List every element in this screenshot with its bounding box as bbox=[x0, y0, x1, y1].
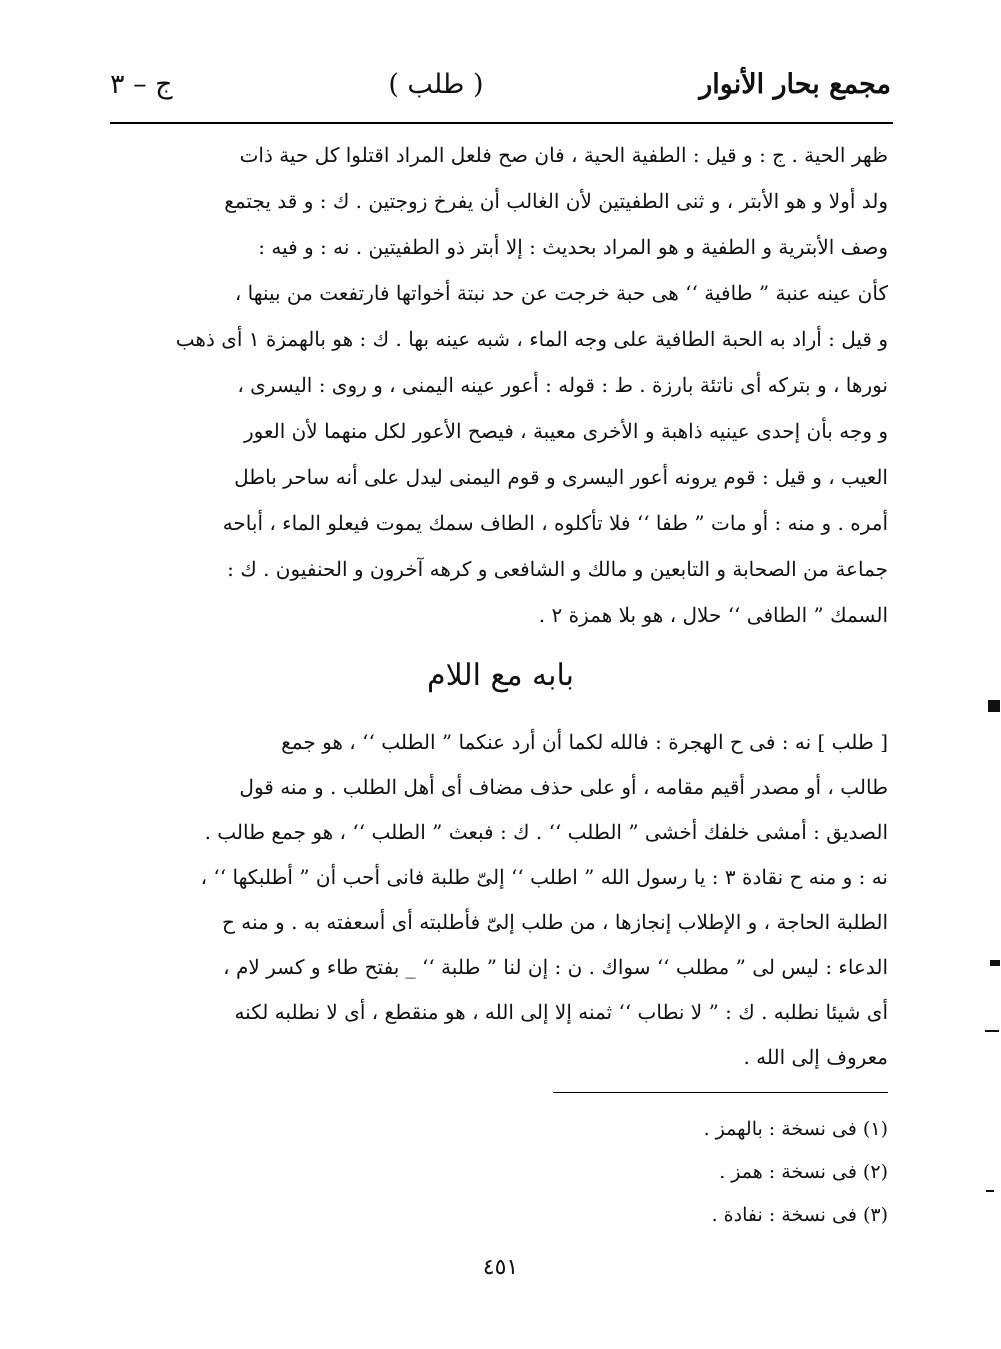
footnote: (٣) فى نسخة : نفادة . bbox=[711, 1204, 888, 1226]
footnote-rule bbox=[553, 1092, 888, 1093]
main-text-block bbox=[118, 132, 888, 638]
margin-blot bbox=[986, 1190, 994, 1192]
text-line: نه : و منه ح نقادة ٣ : يا رسول الله ” اطلب ‘‘ إلىّ طلبة فانى أحب أن ” أطلبكها ‘‘ ، bbox=[200, 865, 888, 889]
footnote: (١) فى نسخة : بالهمز . bbox=[703, 1118, 888, 1140]
text-line: ولد أولا و هو الأبتر ، و ثنى الطفيتين لأن الغالب أن يفرخ زوجتين . ك : و قد يجتمع bbox=[224, 189, 888, 213]
header-rule bbox=[110, 122, 893, 124]
section-title: بابه مع اللام bbox=[427, 658, 574, 693]
text-line: أى شيئا نطلبه . ك : ” لا نطاب ‘‘ ثمنه إلا إلى الله ، هو منقطع ، أى لا نطلبه لكنه bbox=[234, 1000, 888, 1024]
section-text-block bbox=[118, 720, 888, 1080]
margin-blot bbox=[988, 700, 1000, 712]
book-title: مجمع بحار الأنوار bbox=[699, 68, 891, 100]
text-line: طالب ، أو مصدر أقيم مقامه ، أو على حذف مضاف أى أهل الطلب . و منه قول bbox=[239, 775, 888, 799]
text-line: العيب ، و قيل : قوم يرونه أعور اليسرى و قوم اليمنى ليدل على أنه ساحر باطل bbox=[234, 465, 888, 489]
text-line: معروف إلى الله . bbox=[743, 1045, 888, 1069]
text-line: الصديق : أمشى خلفك أخشى ” الطلب ‘‘ . ك : فبعث ” الطلب ‘‘ ، هو جمع طالب . bbox=[204, 820, 888, 844]
page-number: ٤٥١ bbox=[482, 1255, 519, 1280]
text-line: و قيل : أراد به الحبة الطافية على وجه الماء ، شبه عينه بها . ك : هو بالهمزة ١ أى ذهب bbox=[175, 327, 888, 351]
page-header bbox=[110, 62, 891, 106]
footnote: (٢) فى نسخة : همز . bbox=[719, 1161, 888, 1183]
text-line: أمره . و منه : أو مات ” طفا ‘‘ فلا تأكلوه ، الطاف سمك يموت فيعلو الماء ، أباحه bbox=[222, 511, 888, 535]
text-line: نورها ، و بتركه أى ناتئة بارزة . ط : قوله : أعور عينه اليمنى ، و روى : اليسرى ، bbox=[237, 373, 888, 397]
text-line: ظهر الحية . ج : و قيل : الطفية الحية ، فان صح فلعل المراد اقتلوا كل حية ذات bbox=[239, 143, 888, 167]
text-line: الطلبة الحاجة ، و الإطلاب إنجازها ، من طلب إلىّ فأطلبته أى أسعفته به . و منه ح bbox=[221, 910, 888, 934]
text-line: كأن عينه عنبة ” طافية ‘‘ هى حبة خرجت عن حد نبتة أخواتها فارتفعت من بينها ، bbox=[234, 281, 888, 305]
margin-blot bbox=[990, 960, 1000, 966]
text-line: جماعة من الصحابة و التابعين و مالك و الشافعى و كرهه آخرون و الحنفيون . ك : bbox=[227, 557, 888, 581]
entry-heading: ( طلب ) bbox=[388, 68, 484, 100]
footnotes bbox=[600, 1108, 888, 1237]
text-line: وصف الأبترية و الطفية و هو المراد بحديث : إلا أبتر ذو الطفيتين . نه : و فيه : bbox=[258, 235, 888, 259]
margin-blot bbox=[985, 1030, 999, 1032]
volume-number: ج – ٣ bbox=[110, 68, 173, 100]
text-line: و وجه بأن إحدى عينيه ذاهبة و الأخرى معيبة ، فيصح الأعور لكل منهما لأن العور bbox=[243, 419, 888, 443]
text-line: الدعاء : ليس لى ” مطلب ‘‘ سواك . ن : إن لنا ” طلبة ‘‘ _ بفتح طاء و كسر لام ، bbox=[223, 955, 888, 979]
text-line: [ طلب ] نه : فى ح الهجرة : فالله لكما أن أرد عنكما ” الطلب ‘‘ ، هو جمع bbox=[281, 730, 888, 754]
text-line: السمك ” الطافى ‘‘ حلال ، هو بلا همزة ٢ . bbox=[538, 603, 888, 627]
